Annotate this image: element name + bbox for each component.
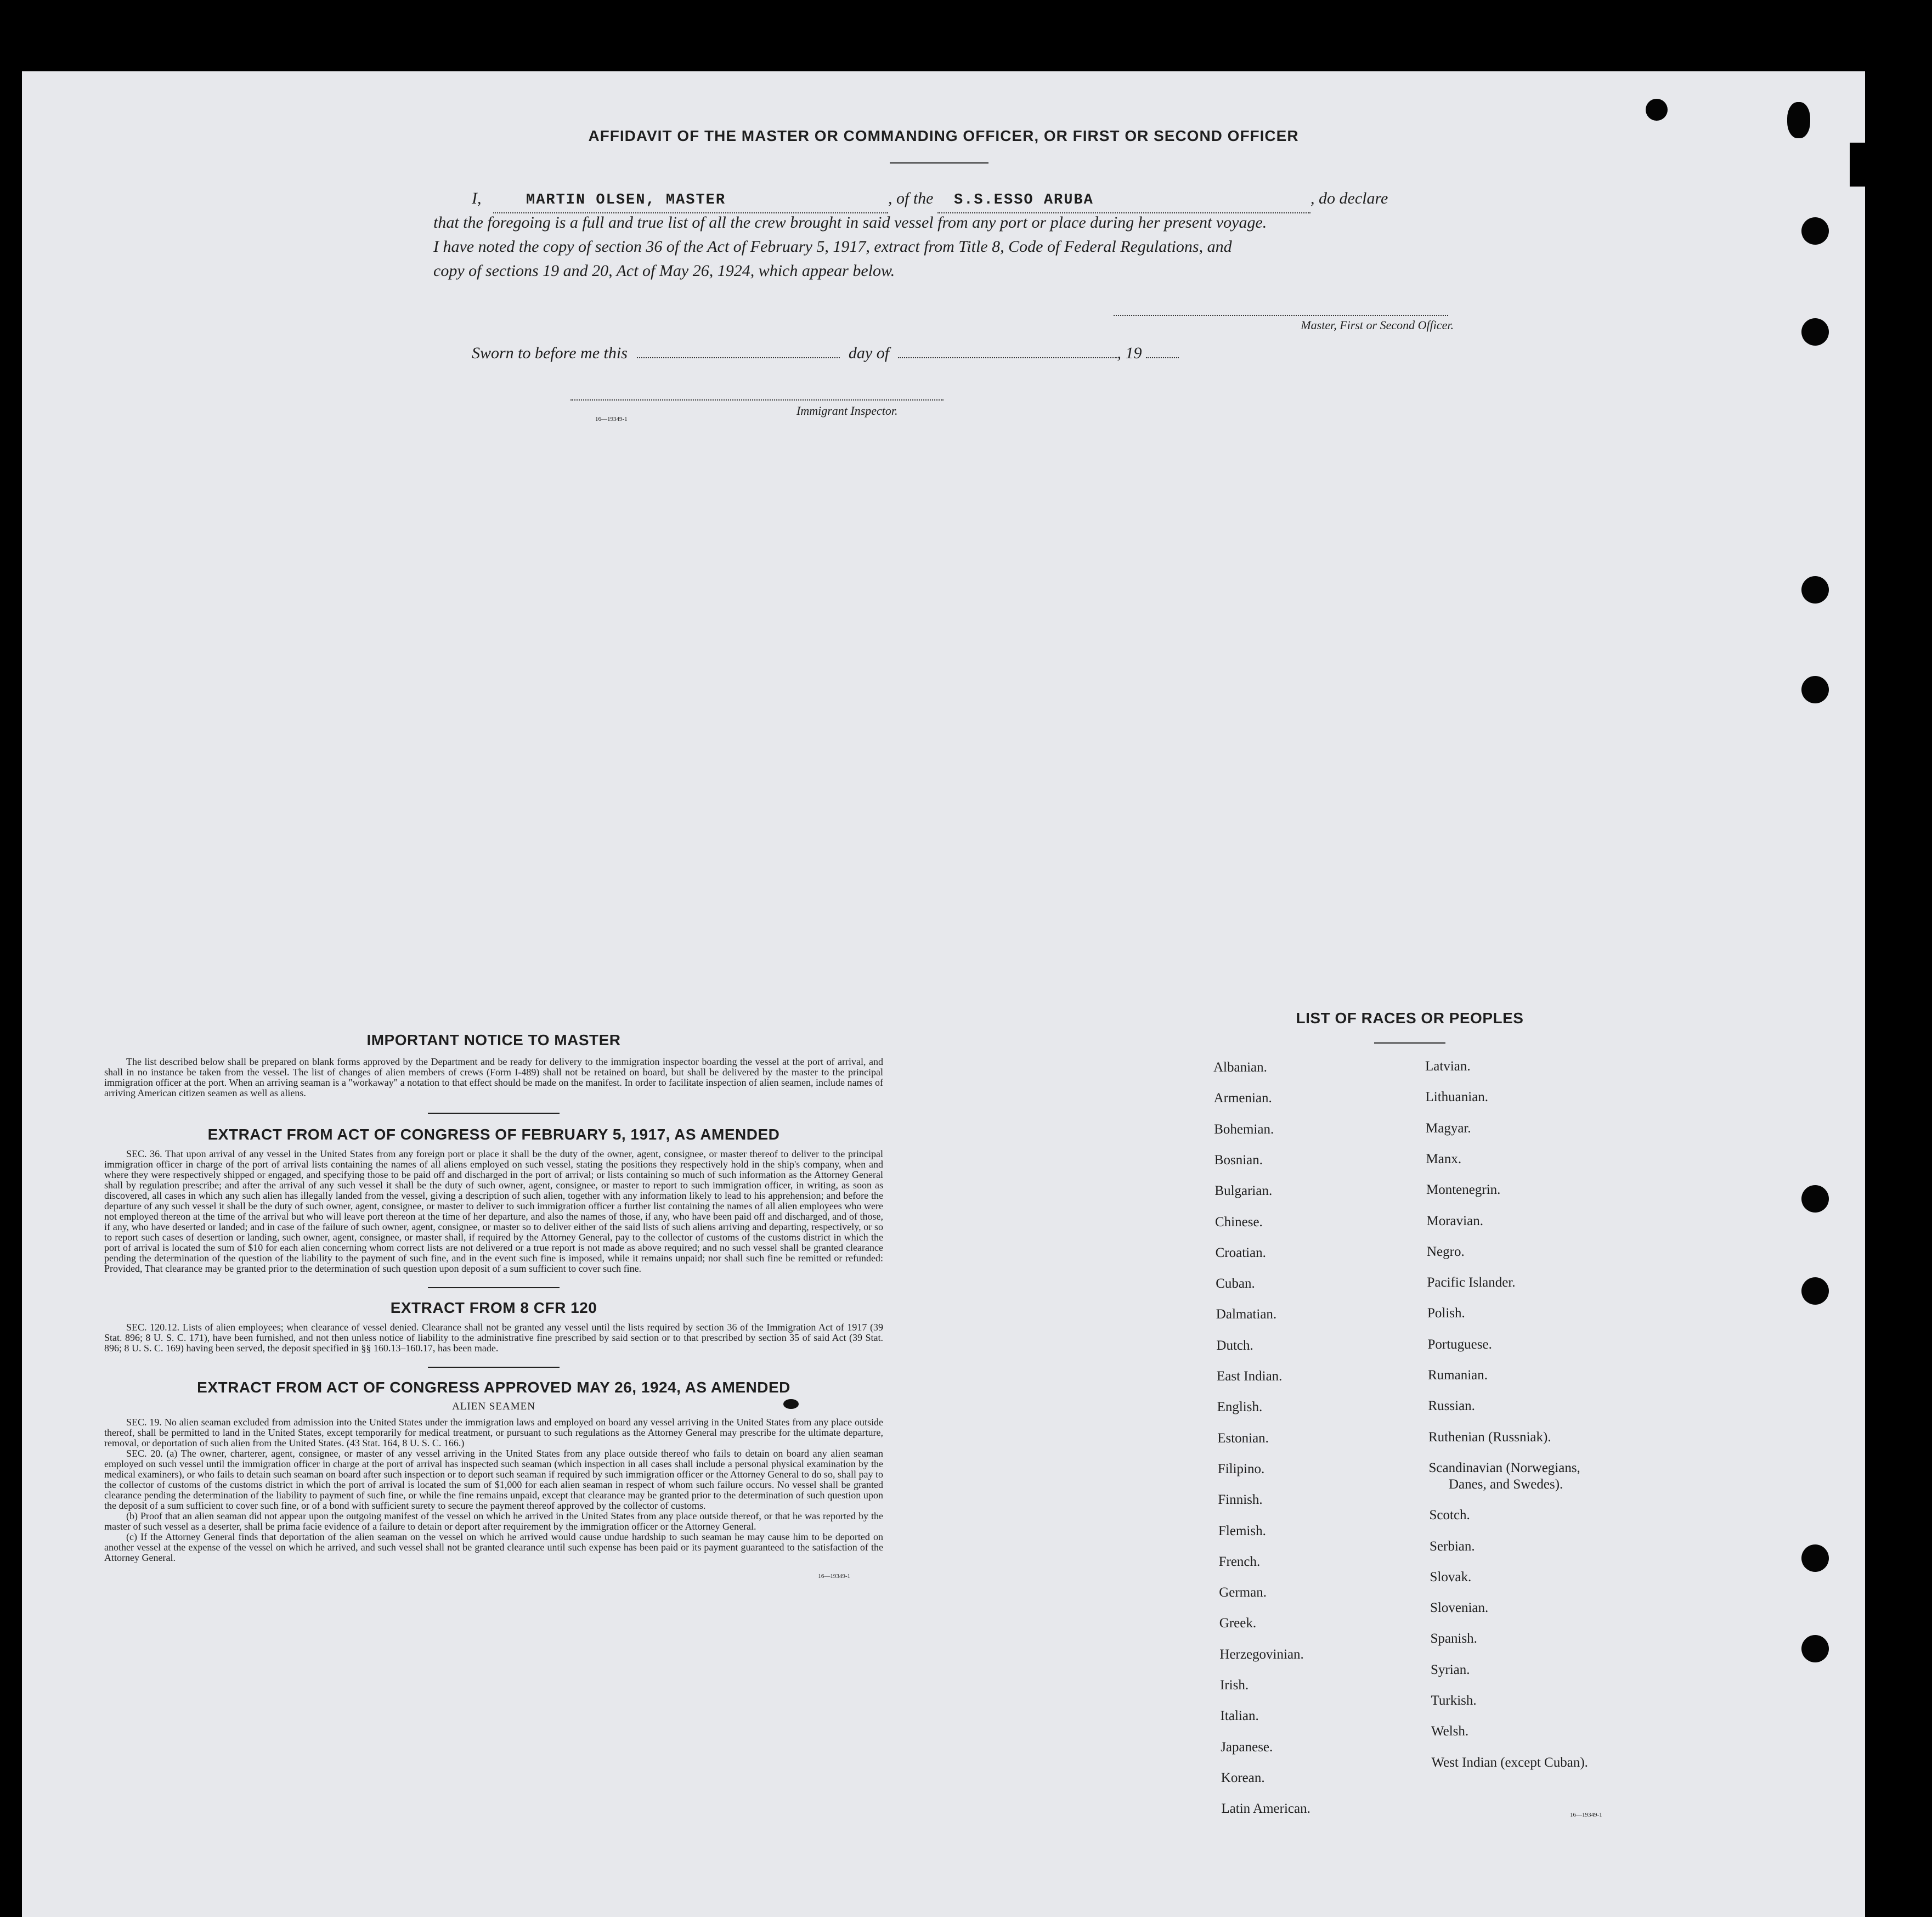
race-item: Polish. — [1427, 1306, 1465, 1321]
extract-1924-subtitle: ALIEN SEAMEN — [452, 1401, 535, 1412]
race-item: Negro. — [1427, 1244, 1465, 1259]
race-item: Latin American. — [1221, 1801, 1310, 1817]
race-item: Armenian. — [1213, 1091, 1272, 1106]
extract-cfr-title: EXTRACT FROM 8 CFR 120 — [390, 1299, 597, 1316]
punch-hole — [1801, 1277, 1829, 1305]
races-form-number: 16—19349-1 — [1570, 1812, 1602, 1818]
race-item: Slovak. — [1430, 1569, 1472, 1585]
affidavit-i: I, — [472, 189, 482, 207]
race-item: Turkish. — [1431, 1693, 1477, 1708]
race-item: Korean. — [1221, 1770, 1265, 1785]
affidavit-line-4: copy of sections 19 and 20, Act of May 26, 1924, which appear below. — [433, 262, 895, 280]
race-item: Bohemian. — [1214, 1121, 1274, 1137]
race-item: Latvian. — [1425, 1059, 1471, 1074]
title-divider — [890, 162, 988, 163]
race-item: Magyar. — [1426, 1120, 1471, 1136]
race-item: Portuguese. — [1427, 1337, 1492, 1352]
left-column — [104, 1031, 883, 1580]
races-title-divider — [1374, 1042, 1445, 1044]
punch-hole — [1801, 1185, 1829, 1213]
punch-hole — [1646, 99, 1668, 121]
race-item: Pacific Islander. — [1427, 1275, 1516, 1290]
edge-mark — [1850, 143, 1866, 187]
race-item: Croatian. — [1215, 1245, 1266, 1260]
inspector-label: Immigrant Inspector. — [796, 404, 898, 418]
sworn-text: Sworn to before me this — [472, 344, 628, 362]
race-item: Herzegovinian. — [1219, 1647, 1304, 1662]
race-item: Syrian. — [1431, 1662, 1470, 1677]
extract-1924-sec19: SEC. 19. No alien seaman excluded from admission into the United States under the immigration laws and employed on board any vessel arriving in the United States from any place outside thereof, shall be permitted to land in the United States, except temporarily for medical treatment, or pursuant to such regulations as the Attorney General may prescribe for the ultimate departure, removal, or deportation of such alien from the United States. (43 Stat. 164, 8 U. S. C. 166.) — [104, 1417, 883, 1448]
race-item: Chinese. — [1215, 1214, 1263, 1230]
sworn-month-field — [898, 357, 1117, 358]
race-item: Montenegrin. — [1426, 1182, 1501, 1198]
master-signature-label: Master, First or Second Officer. — [1301, 318, 1454, 332]
race-item: Scotch. — [1429, 1508, 1470, 1523]
race-item: German. — [1219, 1585, 1267, 1600]
race-item: Greek. — [1219, 1616, 1257, 1631]
race-item: Bulgarian. — [1214, 1183, 1273, 1199]
race-item: Dutch. — [1216, 1338, 1253, 1353]
punch-hole — [1801, 676, 1829, 703]
race-item: Rumanian. — [1428, 1368, 1488, 1383]
race-item: Manx. — [1426, 1151, 1462, 1166]
race-item: French. — [1218, 1554, 1261, 1569]
race-item: Russian. — [1428, 1399, 1475, 1414]
race-item: Scandinavian (Norwegians, — [1428, 1460, 1580, 1475]
sworn-year-field — [1146, 357, 1179, 358]
extract-1917-text: SEC. 36. That upon arrival of any vessel in the United States from any foreign port or place it shall be the duty of the owner, agent, consignee, or master thereof to deliver to the principal immigration officer in charge of the port of arrival lists containing the names of all aliens employed on such vessel, stating the positions they respectively hold in the ship's company, when and where they were respectively shipped or engaged, and specifying those to be paid off and discharged in the port of arrival; or lists containing so much of such information as the Attorney General shall by regulation prescribe; and after the arrival of any such vessel it shall be the duty of such owner, agent, consignee, or master to report to such immigration officer, in writing, as soon as discovered, all cases in which any such alien has illegally landed from the vessel, giving a description of such alien, together with any information likely to lead to his apprehension; and before the departure of any such vessel it shall be the duty of such owner, agent, consignee, or master to deliver to such immigration officer a further list containing the names of all alien employees who were not employed thereon at the time of the arrival but who will leave port thereon at the time of her departure, and also the names of those, if any, who have been paid off and discharged, and of those, if any, who have deserted or landed; and in case of the failure of such owner, agent, consignee, or master so to deliver either of the said lists of such aliens arriving and departing, respectively, or so to report such cases of desertion or landing, such owner, agent, consignee, or master shall, if required by the Attorney General, pay to the collector of customs of the customs district in which the port of arrival is located the sum of $10 for each alien concerning whom correct lists are not delivered or a true report is not made as above required; and no such vessel shall be granted clearance pending the determination of the question of the liability to the payment of such fine, and in the event such fine is imposed, while it remains unpaid; nor shall such fine be remitted or refunded: Provided, That clearance may be granted prior to the determination of such question upon deposit of a sum sufficient to cover such fine. — [104, 1148, 883, 1274]
race-item: Finnish. — [1218, 1492, 1263, 1508]
race-item: Dalmatian. — [1216, 1307, 1277, 1322]
race-item: Albanian. — [1213, 1060, 1267, 1075]
day-of-text: day of — [848, 344, 890, 362]
punch-hole — [1801, 1544, 1829, 1572]
vessel-name-field — [937, 187, 1310, 213]
race-item: Ruthenian (Russniak). — [1428, 1429, 1551, 1445]
sworn-line — [472, 341, 1179, 365]
do-declare-text: , do declare — [1310, 189, 1388, 207]
race-item: East Indian. — [1217, 1369, 1283, 1384]
extract-form-number: 16—19349-1 — [818, 1573, 850, 1580]
affidavit-line-3: I have noted the copy of section 36 of the Act of February 5, 1917, extract from Title 8, Code of Federal Regulations, and — [433, 238, 1232, 256]
extract-1924-sec20a: SEC. 20. (a) The owner, charterer, agent, consignee, or master of any vessel arriving in the United States from any place outside thereof who fails to detain on board any alien seaman employed on such vessel until the immigration officer in charge at the port of arrival has inspected such seaman (which inspection in all cases shall include a personal physical examination by the medical examiners), or who fails to detain such seaman on board after such inspection or to deport such seaman if required by such immigration officer or the Attorney General to do so, shall pay to the collector of customs of the customs district in which the port of arrival is located the sum of $1,000 for each alien seaman in respect of whom such failure occurs. No vessel shall be granted clearance pending the determination of the liability to payment of such fine, or while the fine remains unpaid, except that clearance may be granted prior to the determination of such question upon the deposit of a sum sufficient to cover such fine, or of a bond with sufficient surety to secure the payment thereof approved by the collector of customs. — [104, 1448, 883, 1511]
race-item: Moravian. — [1426, 1213, 1483, 1228]
race-item: Cuban. — [1216, 1276, 1255, 1292]
affidavit-title: AFFIDAVIT OF THE MASTER OR COMMANDING OFFICER, OR FIRST OR SECOND OFFICER — [588, 127, 1299, 144]
race-item: Spanish. — [1430, 1631, 1477, 1647]
extract-1924-sec20b: (b) Proof that an alien seaman did not appear upon the outgoing manifest of the vessel on which he arrived in the United States from any place outside thereof, or that he was reported by the master of such vessel as a deserter, shall be prima facie evidence of a failure to detain or deport after requirement by the immigration officer or the Attorney General. — [104, 1510, 883, 1532]
extract-1924-title: EXTRACT FROM ACT OF CONGRESS APPROVED MAY 26, 1924, AS AMENDED — [197, 1379, 790, 1396]
punch-hole — [1801, 217, 1829, 245]
affidavit-line-1 — [472, 187, 1459, 213]
race-item: Japanese. — [1221, 1739, 1273, 1755]
race-item: Estonian. — [1217, 1430, 1269, 1446]
race-item: English. — [1217, 1400, 1263, 1415]
section-divider — [428, 1367, 560, 1368]
sworn-date-field — [637, 357, 840, 358]
vessel-name-value: S.S.ESSO ARUBA — [954, 192, 1094, 208]
race-item: Welsh. — [1431, 1724, 1469, 1739]
extract-1917-title: EXTRACT FROM ACT OF CONGRESS OF FEBRUARY 5, 1917, AS AMENDED — [207, 1126, 780, 1143]
extract-cfr-text: SEC. 120.12. Lists of alien employees; when clearance of vessel denied. Clearance shall not be granted any vessel until the lists required by section 36 of the Immigration Act of 1917 (39 Stat. 896; 8 U. S. C. 171), have been furnished, and not then unless notice of liability to the administrative fine prescribed by said section or to that prescribed by section 35 of said Act (39 Stat. 896; 8 U. S. C. 169) having been served, the deposit specified in §§ 160.13–160.17, has been made. — [104, 1322, 883, 1354]
master-signature-line — [1114, 315, 1448, 316]
race-item: Flemish. — [1218, 1523, 1266, 1538]
races-title: LIST OF RACES OR PEOPLES — [1296, 1010, 1524, 1027]
of-the-text: , of the — [888, 189, 934, 207]
race-item: Slovenian. — [1430, 1600, 1489, 1616]
affidavit-line-2: that the foregoing is a full and true list of all the crew brought in said vessel from any port or place during her present voyage. — [433, 213, 1267, 232]
punch-hole — [1787, 102, 1810, 138]
year-prefix-text: , 19 — [1117, 344, 1142, 362]
race-item: Filipino. — [1217, 1461, 1265, 1476]
punch-hole — [1801, 318, 1829, 346]
punch-hole — [1801, 576, 1829, 604]
race-item: Irish. — [1220, 1678, 1249, 1693]
race-item: Bosnian. — [1214, 1152, 1263, 1168]
race-item: Serbian. — [1430, 1538, 1475, 1554]
race-item: Danes, and Swedes). — [1449, 1476, 1563, 1492]
race-item: West Indian (except Cuban). — [1431, 1755, 1588, 1770]
section-divider — [428, 1287, 560, 1288]
extract-1924-sec20c: (c) If the Attorney General finds that deportation of the alien seaman on the vessel on which he arrived would cause undue hardship to such seaman he may cause him to be deported on another vessel at the expense of the vessel on which he arrived, and such vessel shall not be granted clearance until such expense has been paid or its payment guaranteed to the satisfaction of the Attorney General. — [104, 1531, 883, 1563]
race-item: Italian. — [1220, 1709, 1259, 1724]
race-item: Lithuanian. — [1425, 1090, 1489, 1105]
affidavit-form-number: 16—19349-1 — [595, 416, 628, 422]
section-divider — [428, 1113, 560, 1114]
notice-text: The list described below shall be prepared on blank forms approved by the Department and be ready for delivery to the immigration inspector boarding the vessel at the port of arrival, and shall in no instance be taken from the vessel. The list of changes of alien members of crews (Form I-489) shall not be retained on board, but shall be delivered by the master to the principal immigration officer at the port. When an arriving seaman is a "workaway" a notation to that effect should be made on the manifest. In order to facilitate inspection of alien seamen, include names of arriving American citizen seamen as well as aliens. — [104, 1056, 883, 1098]
master-name-value: MARTIN OLSEN, MASTER — [526, 192, 726, 208]
inspector-signature-line — [570, 399, 944, 401]
master-name-field — [493, 187, 888, 213]
punch-hole — [1801, 1635, 1829, 1662]
notice-title: IMPORTANT NOTICE TO MASTER — [366, 1031, 621, 1048]
